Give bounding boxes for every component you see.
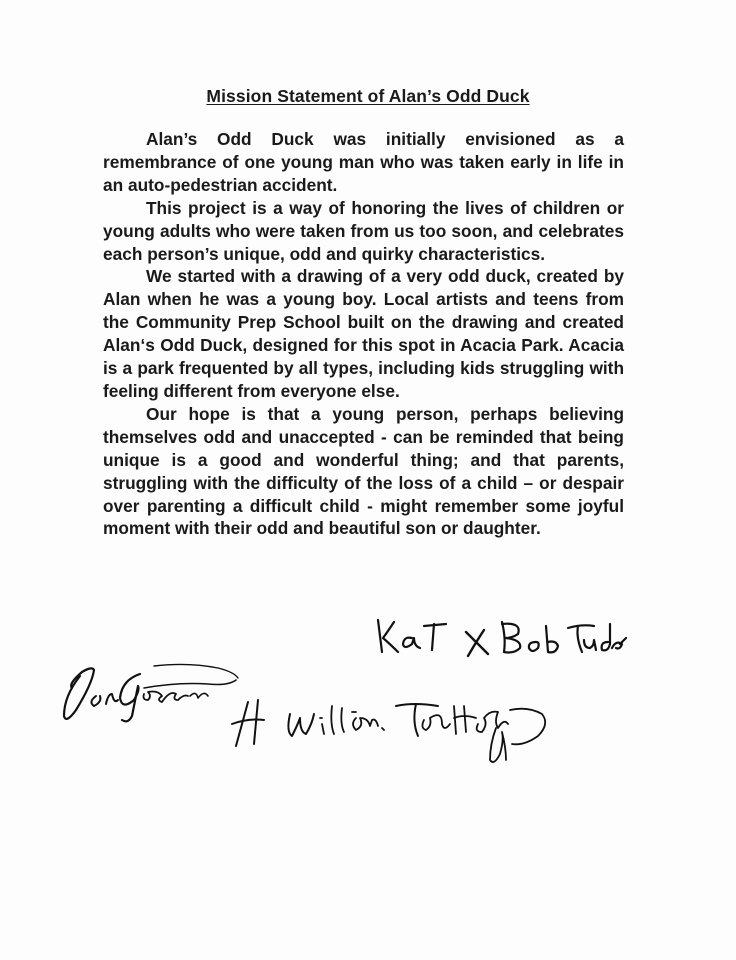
signature-kat-bob-tudor <box>372 612 628 664</box>
document-body <box>103 128 624 540</box>
signature-h-william <box>228 688 554 768</box>
signature-don-goede <box>58 660 244 726</box>
paragraph-4: Our hope is that a young person, perhaps believing themselves odd and unaccepted - can be reminded that being unique is a good and wonderful thing; and that parents, struggling with the difficulty of the loss of a child – or despair over parenting a difficult child - might remember some joyful moment with their odd and beautiful son or daughter. <box>103 403 624 539</box>
paragraph-2: This project is a way of honoring the lives of children or young adults who were taken from us too soon, and celebrates each person’s unique, odd and quirky characteristics. <box>103 197 624 264</box>
paragraph-3: We started with a drawing of a very odd duck, created by Alan when he was a young boy. Local artists and teens from the Community Prep School built on the drawing and created Alan‘s Odd Duck, designed for this spot in Acacia Park. Acacia is a park frequented by all types, including kids struggling with feeling different from everyone else. <box>103 266 624 401</box>
document-title: Mission Statement of Alan’s Odd Duck <box>206 86 530 106</box>
paragraph-1: Alan’s Odd Duck was initially envisioned as a remembrance of one young man who was taken early in life in an auto-pedestrian accident. <box>103 129 624 195</box>
